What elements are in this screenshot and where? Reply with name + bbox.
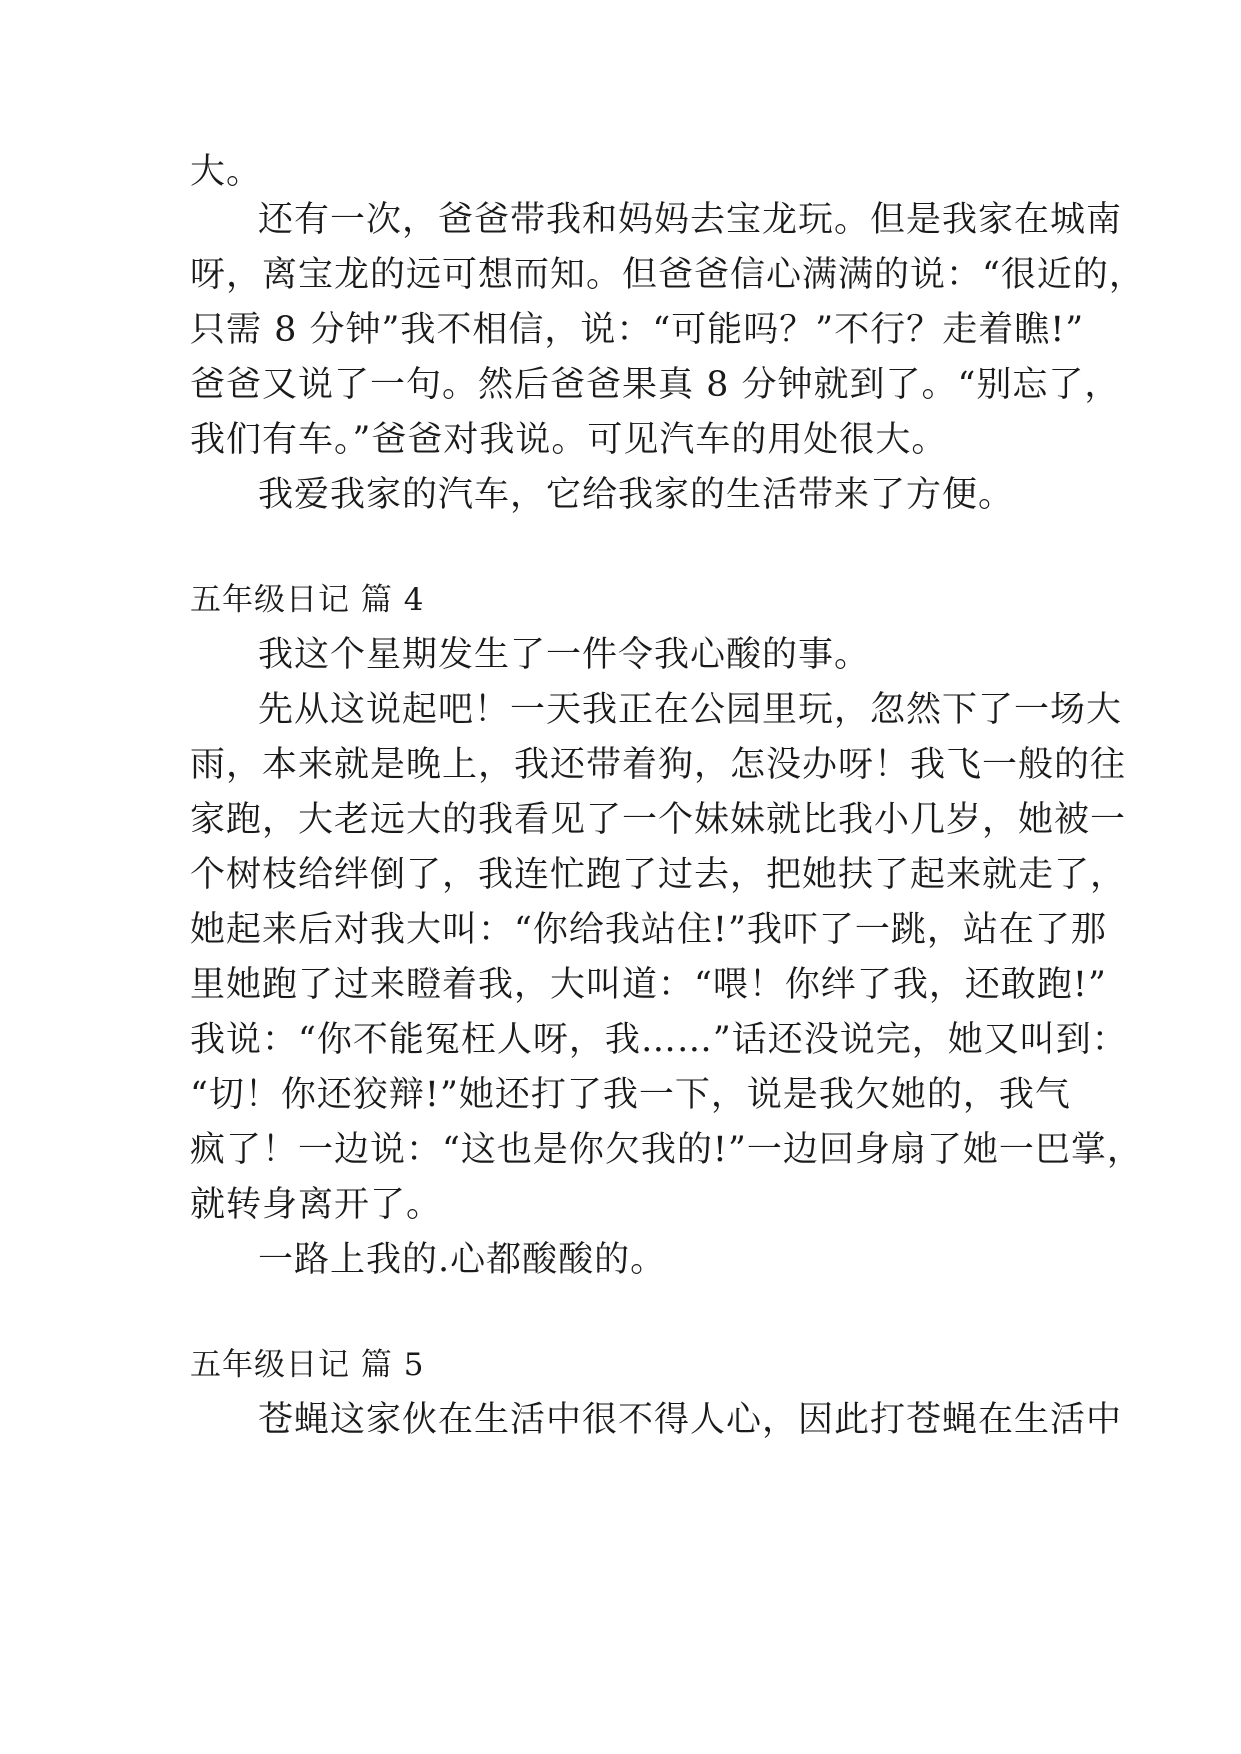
paragraph-line: 家跑，大老远大的我看见了一个妹妹就比我小几岁，她被一	[190, 800, 1127, 840]
section-heading: 五年级日记 篇 5	[190, 1347, 425, 1383]
paragraph-line: 疯了！一边说：“这也是你欠我的!”一边回身扇了她一巴掌，	[190, 1130, 1143, 1170]
paragraph-line: 苍蝇这家伙在生活中很不得人心，因此打苍蝇在生活中	[258, 1400, 1123, 1440]
paragraph-line: 她起来后对我大叫：“你给我站住!”我吓了一跳，站在了那	[190, 910, 1107, 950]
paragraph-line: 爸爸又说了一句。然后爸爸果真 8 分钟就到了。“别忘了，	[190, 365, 1121, 405]
paragraph-line: 还有一次，爸爸带我和妈妈去宝龙玩。但是我家在城南	[258, 200, 1123, 240]
paragraph-line: 呀，离宝龙的远可想而知。但爸爸信心满满的说：“很近的，	[190, 255, 1145, 295]
paragraph-line: “切！你还狡辩!”她还打了我一下，说是我欠她的，我气	[190, 1075, 1071, 1115]
paragraph-line: 个树枝给绊倒了，我连忙跑了过去，把她扶了起来就走了，	[190, 855, 1127, 895]
paragraph-line: 我们有车。”爸爸对我说。可见汽车的用处很大。	[190, 420, 948, 460]
paragraph-line: 里她跑了过来瞪着我，大叫道：“喂！你绊了我，还敢跑!”	[190, 965, 1107, 1005]
paragraph-line: 我爱我家的汽车，它给我家的生活带来了方便。	[258, 475, 1015, 515]
paragraph-line: 大。	[190, 152, 263, 192]
paragraph-line: 只需 8 分钟”我不相信，说：“可能吗？”不行？走着瞧!”	[190, 310, 1085, 350]
section-heading: 五年级日记 篇 4	[190, 582, 425, 618]
paragraph-line: 我说：“你不能冤枉人呀，我……”话还没说完，她又叫到：	[190, 1020, 1128, 1060]
paragraph-line: 我这个星期发生了一件令我心酸的事。	[258, 635, 871, 675]
paragraph-line: 一路上我的.心都酸酸的。	[258, 1240, 667, 1280]
paragraph-line: 先从这说起吧！一天我正在公园里玩，忽然下了一场大	[258, 690, 1123, 730]
paragraph-line: 就转身离开了。	[190, 1185, 443, 1225]
paragraph-line: 雨，本来就是晚上，我还带着狗，怎没办呀！我飞一般的往	[190, 745, 1127, 785]
